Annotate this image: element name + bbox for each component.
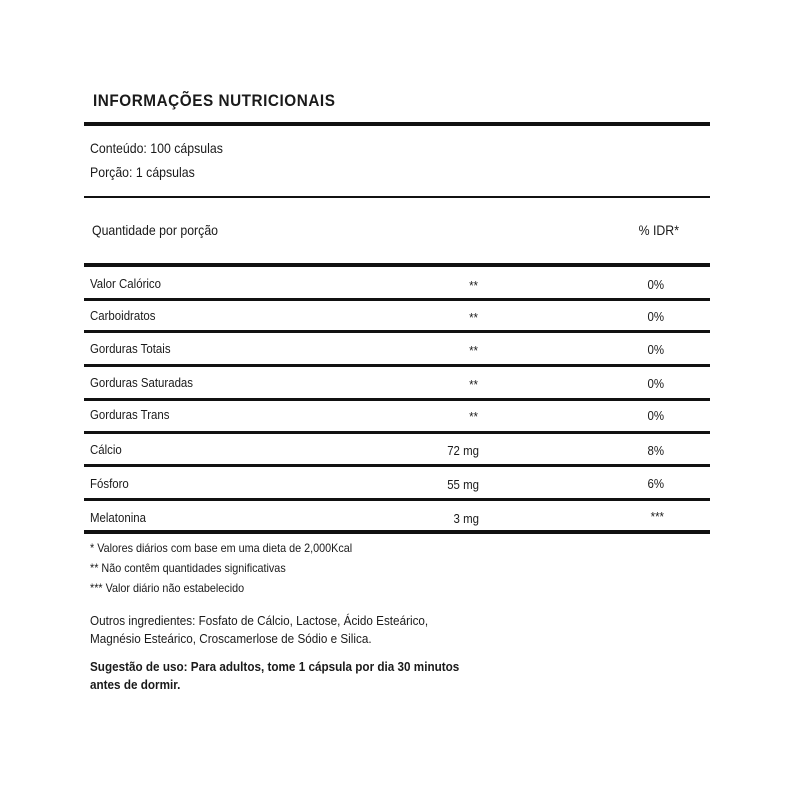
nutrient-amount: ** [469, 409, 478, 424]
idr-header: % IDR* [638, 222, 679, 238]
nutrient-idr: 6% [647, 476, 664, 491]
row-divider [84, 364, 710, 367]
row-divider [84, 464, 710, 467]
nutrient-name: Valor Calórico [90, 276, 162, 291]
row-divider [84, 330, 710, 333]
nutrient-name: Fósforo [90, 476, 129, 491]
nutrient-amount: ** [469, 310, 478, 325]
nutrient-name: Carboidratos [90, 308, 156, 323]
footnote-not-established: *** Valor diário não estabelecido [90, 581, 245, 595]
header-divider [84, 263, 710, 267]
footnote-daily-values: * Valores diários com base em uma dieta de 2,000Kcal [90, 541, 353, 555]
nutrient-idr: 0% [647, 309, 664, 324]
nutrient-name: Melatonina [90, 510, 146, 525]
nutrient-amount: ** [469, 377, 478, 392]
table-bottom-divider [84, 530, 710, 534]
row-divider [84, 398, 710, 401]
nutrient-name: Gorduras Totais [90, 341, 171, 356]
content-line: Conteúdo: 100 cápsulas [90, 140, 223, 156]
serving-line: Porção: 1 cápsulas [90, 164, 195, 180]
nutrient-amount: 55 mg [447, 477, 479, 492]
nutrient-amount: ** [469, 343, 478, 358]
row-divider [84, 498, 710, 501]
nutrient-idr: 0% [647, 277, 664, 292]
amount-per-serving-header: Quantidade por porção [92, 222, 219, 238]
nutrient-idr: 0% [647, 408, 664, 423]
nutrient-amount: 72 mg [447, 443, 479, 458]
row-divider [84, 431, 710, 434]
nutrient-amount: ** [469, 278, 478, 293]
nutrient-idr: *** [650, 509, 664, 524]
row-divider [84, 298, 710, 301]
nutrition-title: INFORMAÇÕES NUTRICIONAIS [93, 91, 336, 110]
nutrient-idr: 0% [647, 376, 664, 391]
nutrient-idr: 8% [647, 443, 664, 458]
usage-suggestion: Sugestão de uso: Para adultos, tome 1 cápsula por dia 30 minutos antes de dormir. [90, 659, 460, 692]
nutrient-amount: 3 mg [453, 511, 479, 526]
nutrient-name: Cálcio [90, 442, 122, 457]
footnote-not-significant: ** Não contêm quantidades significativas [90, 561, 286, 575]
other-ingredients: Outros ingredientes: Fosfato de Cálcio, Lactose, Ácido Esteárico, Magnésio Esteárico, Croscamerlose de Sódio e Silica. [90, 613, 429, 646]
serving-divider [84, 196, 710, 198]
nutrient-idr: 0% [647, 342, 664, 357]
title-divider [84, 122, 710, 126]
nutrient-name: Gorduras Trans [90, 407, 170, 422]
nutrient-name: Gorduras Saturadas [90, 375, 194, 390]
